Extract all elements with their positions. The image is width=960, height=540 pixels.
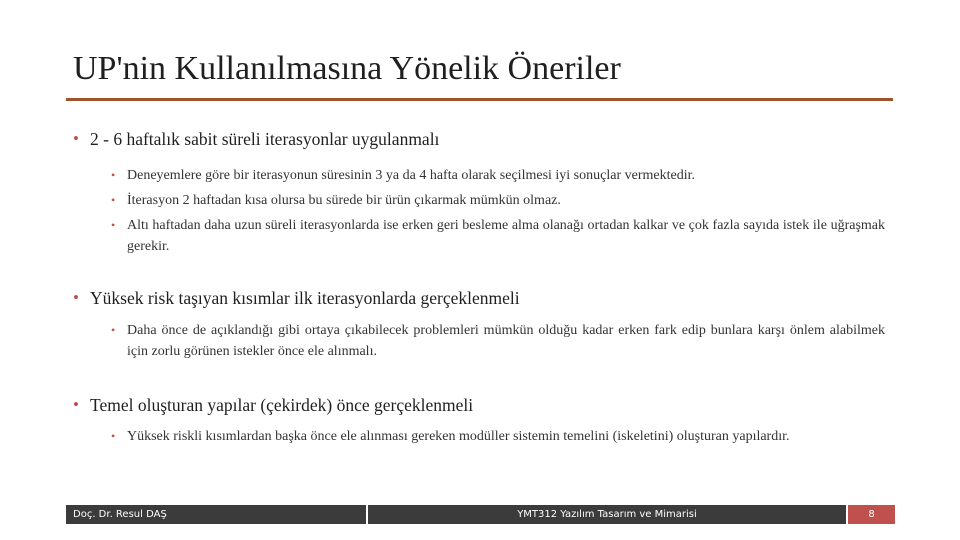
bullet-group-3 — [73, 394, 885, 447]
sub-bullet-item — [111, 190, 885, 211]
sub-bullet-dot-icon: • — [111, 429, 116, 443]
sub-bullet-text: Daha önce de açıklandığı gibi ortaya çıkabilecek problemleri mümkün olduğu kadar erken fark edip bunlara karşı önlem alabilmek için zorlu görünen istekler önce ele alınmalı. — [127, 323, 885, 359]
bullet-dot-icon: • — [73, 129, 79, 148]
bullet-group-2 — [73, 287, 885, 362]
page-number: 8 — [848, 505, 895, 524]
bullet-dot-icon: • — [73, 288, 79, 307]
bullet-group-1 — [73, 128, 885, 257]
sub-bullet-dot-icon: • — [111, 323, 116, 337]
sub-bullet-item — [111, 426, 885, 447]
sub-bullet-list — [73, 426, 885, 447]
slide-title: UP'nin Kullanılmasına Yönelik Öneriler — [73, 50, 621, 87]
sub-bullet-dot-icon: • — [111, 193, 116, 207]
bullet-item-3 — [73, 394, 885, 416]
sub-bullet-text: Deneyemlere göre bir iterasyonun süresinin 3 ya da 4 hafta olarak seçilmesi iyi sonuçlar vermektedir. — [127, 168, 695, 183]
sub-bullet-item — [111, 320, 885, 362]
sub-bullet-item — [111, 215, 885, 257]
title-divider — [66, 98, 893, 101]
sub-bullet-text: Altı haftadan daha uzun süreli iterasyonlarda ise erken geri besleme alma olanağı ortadan kalkar ve çok fazla sayıda istek ile uğraşmak gerekir. — [127, 218, 885, 254]
bullet-text: Yüksek risk taşıyan kısımlar ilk iterasyonlarda gerçeklenmeli — [90, 288, 520, 308]
sub-bullet-text: İterasyon 2 haftadan kısa olursa bu sürede bir ürün çıkarmak mümkün olmaz. — [127, 193, 561, 208]
bullet-text: 2 - 6 haftalık sabit süreli iterasyonlar uygulanmalı — [90, 129, 440, 149]
bullet-dot-icon: • — [73, 395, 79, 414]
sub-bullet-list — [73, 320, 885, 362]
bullet-item-1 — [73, 128, 885, 150]
sub-bullet-text: Yüksek riskli kısımlardan başka önce ele alınması gereken modüller sistemin temelini (iskeletini) oluşturan yapılardır. — [127, 429, 790, 444]
sub-bullet-dot-icon: • — [111, 218, 116, 232]
footer-author: Doç. Dr. Resul DAŞ — [66, 505, 366, 524]
bullet-text: Temel oluşturan yapılar (çekirdek) önce gerçeklenmeli — [90, 395, 474, 415]
footer-course: YMT312 Yazılım Tasarım ve Mimarisi — [368, 505, 846, 524]
sub-bullet-item — [111, 165, 885, 186]
sub-bullet-list — [73, 165, 885, 257]
slide-content — [73, 128, 885, 447]
bullet-item-2 — [73, 287, 885, 309]
sub-bullet-dot-icon: • — [111, 168, 116, 182]
